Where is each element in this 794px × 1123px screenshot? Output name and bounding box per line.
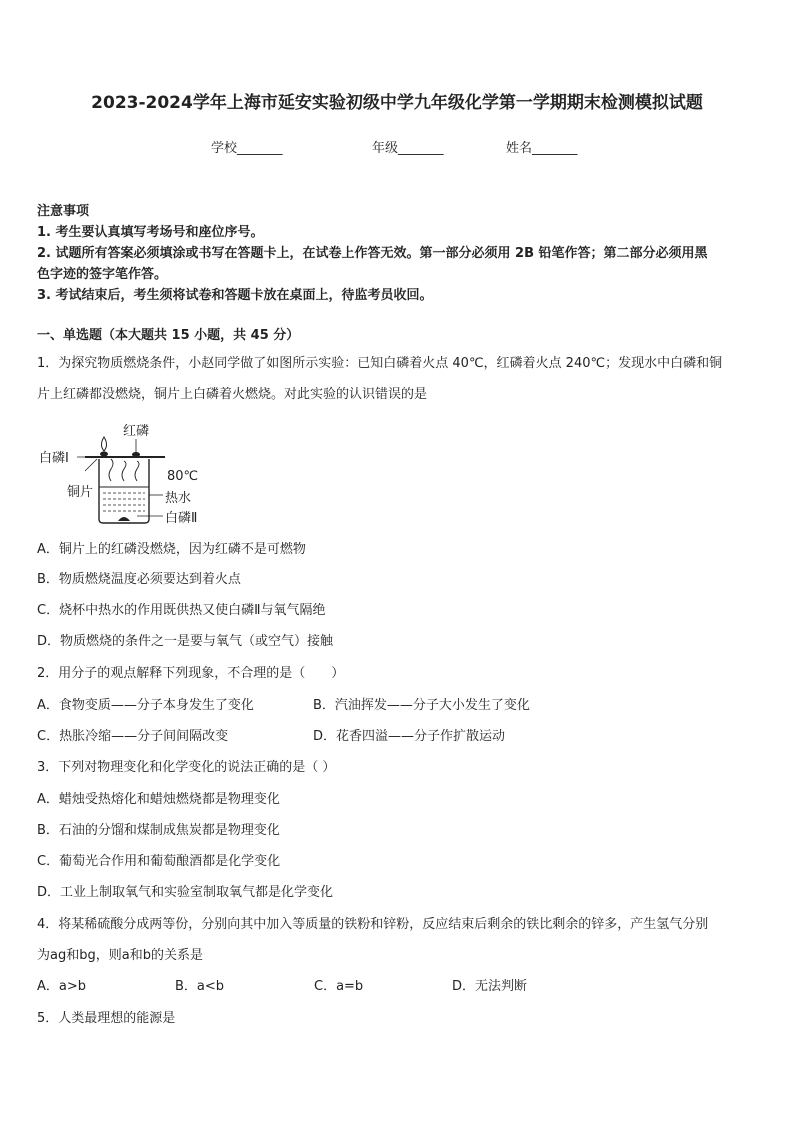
flame-icon (102, 437, 107, 451)
q4-option-a: A．a>b (37, 979, 87, 994)
note-item: 色字迹的签字笔作答。 (37, 267, 168, 282)
q2-option-a: A．食物变质——分子本身发生了变化 (37, 698, 254, 713)
name-field: 姓名_______ (506, 141, 578, 156)
red-phosphorus (132, 452, 140, 457)
section-heading: 一、单选题（本大题共 15 小题，共 45 分） (37, 328, 300, 343)
note-item: 1. 考生要认真填写考场号和座位序号。 (37, 225, 264, 240)
page-title: 2023-2024学年上海市延安实验初级中学九年级化学第一学期期末检测模拟试题 (91, 93, 703, 113)
q3-option-b: B．石油的分馏和煤制成焦炭都是物理变化 (37, 823, 280, 838)
q1-option-c: C．烧杯中热水的作用既供热又使白磷Ⅱ与氧气隔绝 (37, 603, 326, 618)
experiment-figure (37, 415, 237, 530)
q2-option-d: D．花香四溢——分子作扩散运动 (313, 729, 506, 744)
q4-stem-cont: 为ag和bg，则a和b的关系是 (37, 948, 203, 963)
q4-option-d: D．无法判断 (452, 979, 528, 994)
label-red-phosphorus: 红磷 (123, 424, 150, 439)
q2-stem: 2．用分子的观点解释下列现象，不合理的是（ ） (37, 666, 345, 681)
label-white-phosphorus-1: 白磷Ⅰ (39, 451, 69, 466)
q4-option-b: B．a<b (175, 979, 225, 994)
q3-option-d: D．工业上制取氧气和实验室制取氧气都是化学变化 (37, 885, 334, 900)
q3-stem: 3．下列对物理变化和化学变化的说法正确的是（ ） (37, 760, 336, 775)
school-field: 学校_______ (211, 141, 283, 156)
note-item: 3. 考试结束后，考生须将试卷和答题卡放在桌面上，待监考员收回。 (37, 288, 433, 303)
q1-option-b: B．物质燃烧温度必须要达到着火点 (37, 572, 241, 587)
q3-option-a: A．蜡烛受热熔化和蜡烛燃烧都是物理变化 (37, 792, 280, 807)
q1-option-d: D．物质燃烧的条件之一是要与氧气（或空气）接触 (37, 634, 334, 649)
q1-stem-cont: 片上红磷都没燃烧，铜片上白磷着火燃烧。对此实验的认识错误的是 (37, 387, 428, 402)
label-white-phosphorus-2: 白磷Ⅱ (165, 511, 198, 526)
label-temperature: 80℃ (167, 469, 199, 484)
q4-stem: 4．将某稀硫酸分成两等份，分别向其中加入等质量的铁粉和锌粉，反应结束后剩余的铁比剩余的锌多，产生氢气分别 (37, 917, 709, 932)
grade-field: 年级_______ (372, 141, 444, 156)
label-hot-water: 热水 (165, 491, 192, 506)
q2-option-c: C．热胀冷缩——分子间间隔改变 (37, 729, 229, 744)
q2-option-b: B．汽油挥发——分子大小发生了变化 (313, 698, 530, 713)
white-phosphorus-2 (118, 517, 130, 521)
notes-heading: 注意事项 (37, 204, 90, 219)
q5-stem: 5．人类最理想的能源是 (37, 1011, 176, 1026)
q3-option-c: C．葡萄光合作用和葡萄酿酒都是化学变化 (37, 854, 281, 869)
label-copper: 铜片 (67, 485, 94, 500)
note-item: 2. 试题所有答案必须填涂或书写在答题卡上，在试卷上作答无效。第一部分必须用 2B 铅笔作答；第二部分必须用黑 (37, 246, 708, 261)
q1-option-a: A．铜片上的红磷没燃烧，因为红磷不是可燃物 (37, 542, 306, 557)
white-phosphorus-1 (100, 452, 108, 457)
q1-stem: 1．为探究物质燃烧条件，小赵同学做了如图所示实验：已知白磷着火点 40℃，红磷着火点 240℃；发现水中白磷和铜 (37, 356, 723, 371)
q4-option-c: C．a=b (314, 979, 364, 994)
